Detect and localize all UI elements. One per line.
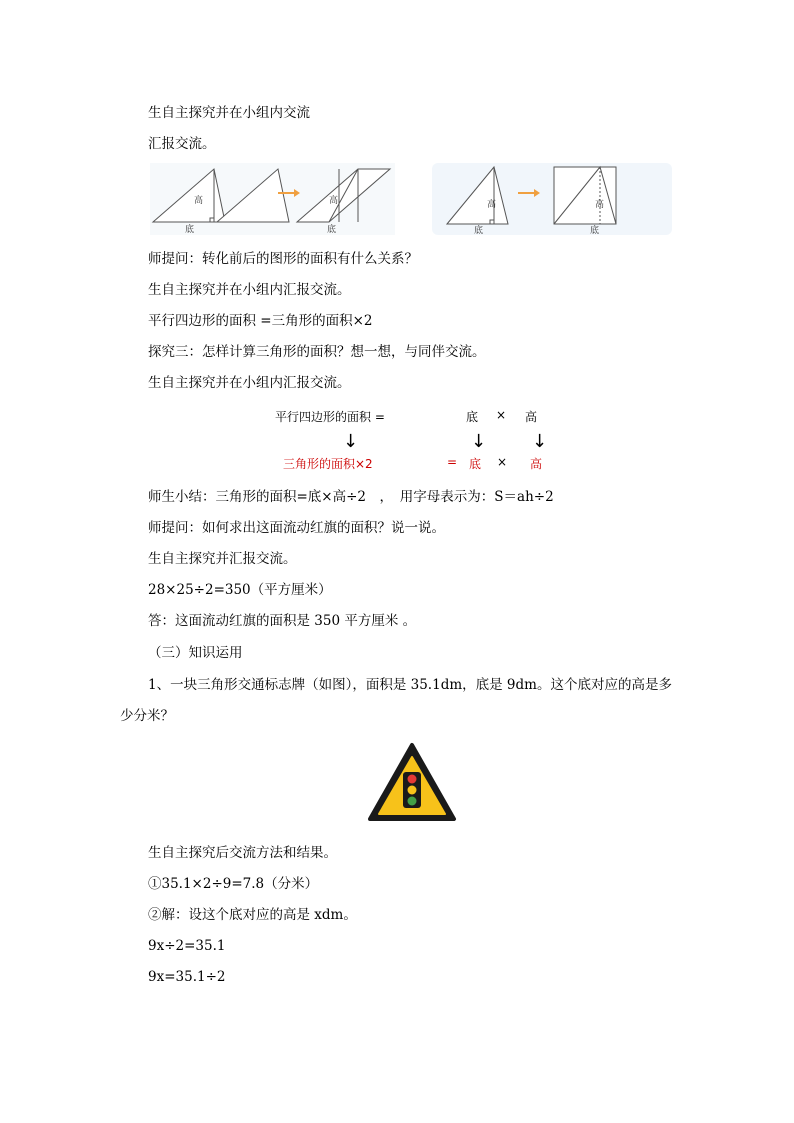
text-line-7: 生自主探究并在小组内汇报交流。 (148, 375, 351, 391)
text-line-14b: 少分米？ (120, 708, 174, 724)
traffic-light-warning-sign-icon (367, 742, 457, 822)
figure1-height-label-a: 高 (194, 196, 204, 206)
formula-equals: = (447, 455, 458, 469)
formula-times-bottom: × (497, 455, 508, 469)
text-line-15: 生自主探究后交流方法和结果。 (148, 845, 337, 861)
down-arrow-icon: ↓ (471, 431, 487, 452)
formula-times-top: × (496, 408, 507, 422)
text-line-14a: 1、一块三角形交通标志牌（如图），面积是 35.1dm，底是 9dm。这个底对应的高是多 (148, 677, 672, 693)
figure1-base-label-b: 底 (327, 225, 337, 235)
formula-parallelogram-area: 平行四边形的面积 = (275, 410, 385, 424)
down-arrow-icon: ↓ (532, 431, 548, 452)
text-line-3: 师提问：转化前后的图形的面积有什么关系？ (148, 251, 418, 267)
formula-base: 底 (466, 410, 479, 424)
formula-height: 高 (525, 410, 538, 424)
formula-height-red: 高 (530, 457, 543, 471)
figure2-base-label-a: 底 (474, 226, 484, 235)
text-line-18: 9x÷2=35.1 (148, 938, 226, 954)
text-line-6: 探究三：怎样计算三角形的面积？想一想，与同伴交流。 (148, 344, 486, 360)
figure2-height-label-b: 高 (595, 200, 605, 210)
section-heading: （三）知识运用 (148, 645, 243, 661)
text-line-4: 生自主探究并在小组内汇报交流。 (148, 282, 351, 298)
text-line-9: 师提问：如何求出这面流动红旗的面积？说一说。 (148, 520, 445, 536)
figure2-height-label-a: 高 (487, 200, 497, 210)
text-line-12: 答：这面流动红旗的面积是 350 平方厘米 。 (148, 613, 417, 629)
text-line-8: 师生小结：三角形的面积=底×高÷2 ， 用字母表示为：S＝ah÷2 (148, 489, 554, 505)
text-line-10: 生自主探究并汇报交流。 (148, 551, 297, 567)
formula-triangle-area-x2: 三角形的面积×2 (283, 457, 373, 471)
text-line-11: 28×25÷2=350（平方厘米） (148, 582, 332, 598)
figure1-height-label-b: 高 (329, 196, 339, 206)
text-line-16: ①35.1×2÷9=7.8（分米） (148, 876, 319, 892)
text-line-19: 9x=35.1÷2 (148, 969, 226, 985)
figure1-base-label-a: 底 (185, 225, 195, 235)
figure2-base-label-b: 底 (590, 226, 600, 235)
triangle-to-parallelogram-figure (150, 163, 395, 235)
formula-base-red: 底 (469, 457, 482, 471)
triangle-to-rectangle-figure (432, 163, 672, 235)
text-line-1: 生自主探究并在小组内交流 (148, 105, 310, 121)
down-arrow-icon: ↓ (343, 431, 359, 452)
text-line-17: ②解：设这个底对应的高是 xdm。 (148, 907, 357, 923)
text-line-2: 汇报交流。 (148, 136, 216, 152)
text-line-5: 平行四边形的面积 =三角形的面积×2 (148, 313, 373, 329)
